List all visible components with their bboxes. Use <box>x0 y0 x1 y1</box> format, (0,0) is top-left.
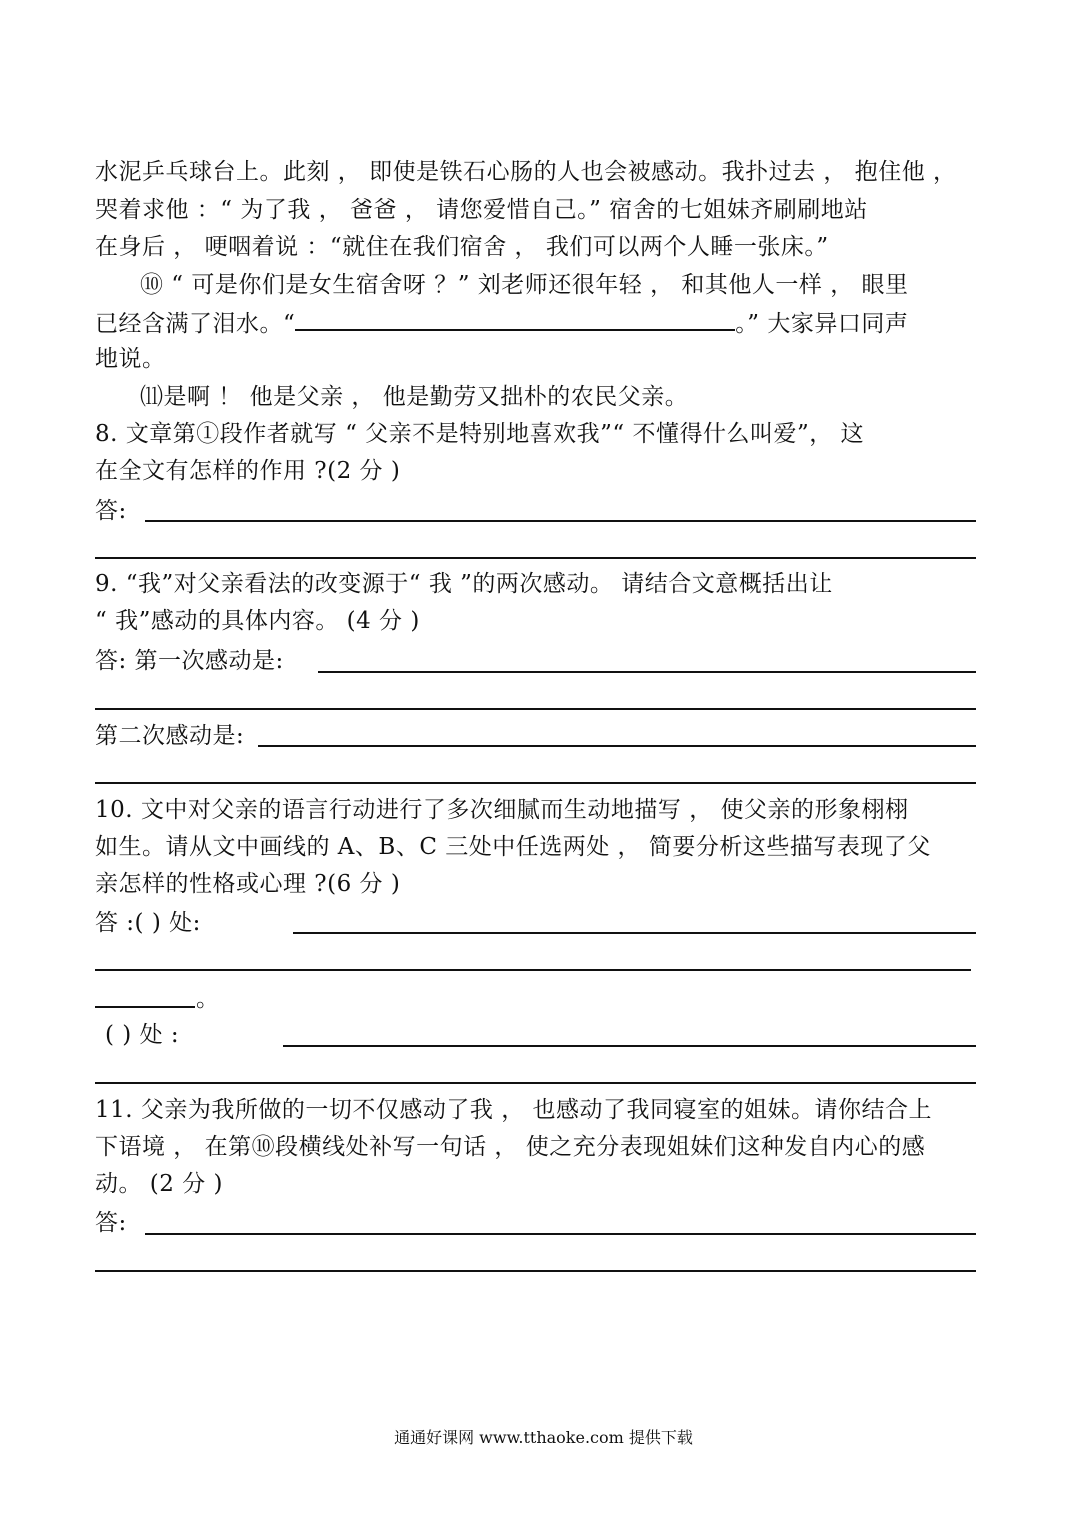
answer-line[interactable] <box>145 1233 976 1235</box>
answer-line[interactable] <box>95 708 976 710</box>
answer-line[interactable] <box>318 671 976 673</box>
passage-line: 哭着求他 ：“ 为了我 ， 爸爸 ， 请您爱惜自己。” 宿舍的七姐妹齐刷刷地站 <box>95 197 868 223</box>
paragraph-10-text: 已经含满了泪水。“ <box>95 311 296 337</box>
footer-credit: 通通好课网 www.tthaoke.com 提供下载 <box>394 1428 693 1447</box>
passage-line: 地说。 <box>95 346 166 372</box>
answer-line[interactable] <box>95 1270 976 1272</box>
question-10: 如生。请从文中画线的 A、B、C 三处中任选两处 ， 简要分析这些描写表现了父 <box>95 834 931 860</box>
paragraph-11: ⑾是啊 ！ 他是父亲 ， 他是勤劳又拙朴的农民父亲。 <box>140 384 689 410</box>
question-10: 10. 文中对父亲的语言行动进行了多次细腻而生动地描写 ， 使父亲的形象栩栩 <box>95 797 909 823</box>
question-9: 9. “我”对父亲看法的改变源于“ 我 ”的两次感动。 请结合文意概括出让 <box>95 571 833 597</box>
fill-in-blank[interactable] <box>295 307 735 331</box>
question-11: 11. 父亲为我所做的一切不仅感动了我 ， 也感动了我同寝室的姐妹。请你结合上 <box>95 1097 933 1123</box>
paragraph-10: ⑩ “ 可是你们是女生宿舍呀 ？” 刘老师还很年轻 ， 和其他人一样 ， 眼里 <box>140 272 909 298</box>
paragraph-10-fill-line <box>95 307 908 337</box>
answer-line[interactable] <box>283 1045 976 1047</box>
answer-line[interactable] <box>145 520 976 522</box>
question-8: 在全文有怎样的作用 ?(2 分 ) <box>95 458 401 484</box>
passage-line: 在身后 ， 哽咽着说 ：“就住在我们宿舍 ， 我们可以两个人睡一张床。” <box>95 234 829 260</box>
answer-line[interactable] <box>95 557 976 559</box>
passage-line: 水泥乒乓球台上。此刻 ， 即使是铁石心肠的人也会被感动。我扑过去 ， 抱住他 ， <box>95 159 957 185</box>
question-11: 动。 (2 分 ) <box>95 1171 224 1197</box>
question-11: 下语境 ， 在第⑩段横线处补写一句话 ， 使之充分表现姐妹们这种发自内心的感 <box>95 1134 926 1160</box>
answer-line[interactable] <box>258 745 976 747</box>
answer-line[interactable] <box>95 1006 195 1008</box>
answer-line[interactable] <box>95 782 976 784</box>
answer-line[interactable] <box>95 969 971 971</box>
question-10: 亲怎样的性格或心理 ?(6 分 ) <box>95 871 401 897</box>
answer-label: 答 :( ) 处: <box>95 910 201 936</box>
answer-line[interactable] <box>95 1082 976 1084</box>
question-9: “ 我”感动的具体内容。 (4 分 ) <box>95 608 420 634</box>
answer-line[interactable] <box>293 932 976 934</box>
question-8: 8. 文章第①段作者就写 “ 父亲不是特别地喜欢我”“ 不懂得什么叫爱”， 这 <box>95 421 865 447</box>
period: 。 <box>196 986 220 1012</box>
answer-label: 第二次感动是: <box>95 723 245 749</box>
answer-label: 答: <box>95 498 127 524</box>
answer-label: 答: 第一次感动是: <box>95 648 284 674</box>
answer-label: 答: <box>95 1210 127 1236</box>
answer-label: ( ) 处 : <box>105 1022 180 1048</box>
paragraph-10-text: 。” 大家异口同声 <box>735 311 909 337</box>
